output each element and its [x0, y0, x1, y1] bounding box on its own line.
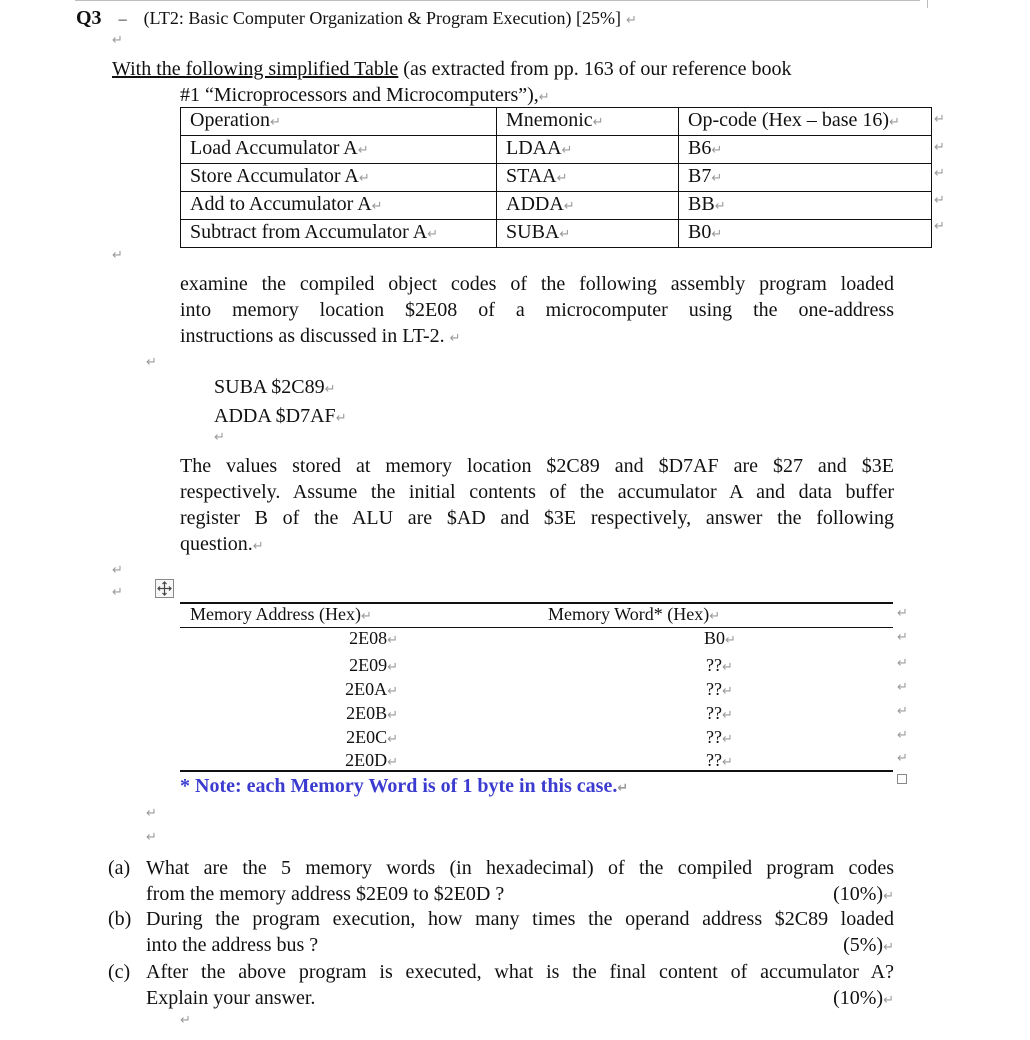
paragraph-return-icon [626, 13, 637, 28]
table-row [181, 220, 932, 248]
paragraph-return-icon [146, 355, 157, 370]
opcode-table-header [181, 108, 932, 136]
text-line: instructions as discussed in LT-2. ↵ [180, 323, 894, 352]
program-line: SUBA $2C89 ↵ [214, 374, 347, 403]
cell-word: ?? ↵ [706, 703, 733, 724]
row-end-mark [897, 728, 908, 743]
cell-word: ?? ↵ [706, 679, 733, 700]
text-line: The values stored at memory location $2C89 and $D7AF are $27 and $3E [180, 455, 894, 477]
question-a [108, 855, 894, 907]
cell-operation: Store Accumulator A ↵ [181, 164, 497, 192]
paragraph-return-icon [112, 585, 123, 600]
text-line: examine the compiled object codes of the following assembly program loaded [180, 273, 894, 295]
paragraph-examine [180, 271, 894, 352]
question-number: Q3 [76, 7, 102, 29]
paragraph-return-icon [617, 781, 628, 796]
opcode-table [180, 107, 932, 248]
header-dash: – [118, 11, 127, 28]
paragraph-return-icon [450, 331, 461, 346]
paragraph-return-icon [593, 115, 604, 130]
row-end-mark [934, 166, 945, 181]
cell-mnemonic: SUBA ↵ [497, 220, 679, 248]
paragraph-return-icon [253, 539, 264, 554]
paragraph-return-icon [180, 1013, 191, 1028]
question-label: (a) [108, 857, 131, 879]
memory-note [180, 775, 628, 798]
cell-mnemonic: LDAA ↵ [497, 136, 679, 164]
question-marks: (10%) [833, 883, 884, 905]
cell-opcode: B6 ↵ [679, 136, 932, 164]
row-end-mark [897, 704, 908, 719]
cell-mnemonic: ADDA ↵ [497, 192, 679, 220]
row-end-mark [934, 140, 945, 155]
question-b [108, 906, 894, 958]
table-move-handle-icon[interactable] [155, 579, 174, 598]
row-end-mark [934, 193, 945, 208]
table-row [181, 136, 932, 164]
table-row [180, 703, 893, 727]
cell-opcode: B7 ↵ [679, 164, 932, 192]
text-line: respectively. Assume the initial contents of the accumulator A and data buffer [180, 481, 894, 503]
text-line: question. ↵ [180, 531, 894, 560]
program-line: ADDA $D7AF ↵ [214, 403, 347, 432]
cell-word: ?? ↵ [706, 655, 733, 676]
cell-address: 2E08 ↵ [180, 628, 398, 649]
intro-line-1 [112, 58, 791, 81]
question-title: (LT2: Basic Computer Organization & Program Execution) [25%] [143, 8, 621, 28]
header-memory-address: Memory Address (Hex) ↵ [190, 604, 372, 625]
paragraph-values [180, 453, 894, 560]
text-line: into memory location $2E08 of a microcomputer using the one-address [180, 299, 894, 321]
table-row [180, 655, 893, 679]
cell-address: 2E0A ↵ [180, 679, 398, 700]
memory-note-text: * Note: each Memory Word is of 1 byte in this case. [180, 775, 618, 797]
intro-line-2 [180, 84, 550, 107]
question-label: (b) [108, 908, 132, 930]
question-label: (c) [108, 961, 131, 983]
table-row [180, 727, 893, 751]
intro-underlined: With the following simplified Table [112, 58, 399, 80]
paragraph-return-icon [336, 411, 347, 426]
table-row [180, 628, 893, 652]
row-end-mark [897, 680, 908, 695]
table-row [181, 192, 932, 220]
memory-table-header [180, 604, 893, 628]
paragraph-return-icon [112, 248, 123, 263]
intro-line-2-text: #1 “Microprocessors and Microcomputers”), [180, 84, 539, 106]
row-end-mark [897, 630, 908, 645]
cell-word: B0 ↵ [704, 628, 736, 649]
intro-rest: (as extracted from pp. 163 of our reference book [398, 58, 792, 80]
table-row [181, 164, 932, 192]
question-c [108, 959, 894, 1011]
cell-address: 2E0D ↵ [180, 750, 398, 771]
paragraph-return-icon [709, 609, 720, 624]
question-text-line: Explain your answer. [146, 987, 316, 1009]
paragraph-return-icon [361, 609, 372, 624]
cell-address: 2E0B ↵ [180, 703, 398, 724]
row-end-mark [897, 606, 908, 621]
cell-address: 2E0C ↵ [180, 727, 398, 748]
paragraph-return-icon [889, 115, 900, 130]
paragraph-return-icon [883, 993, 894, 1008]
row-end-mark [934, 219, 945, 234]
paragraph-return-icon [214, 430, 225, 445]
question-text-line: from the memory address $2E09 to $2E0D ? [146, 883, 505, 905]
header-mnemonic: Mnemonic ↵ [497, 108, 679, 136]
paragraph-return-icon [146, 830, 157, 845]
cell-operation: Load Accumulator A ↵ [181, 136, 497, 164]
paragraph-return-icon [146, 806, 157, 821]
cell-mnemonic: STAA ↵ [497, 164, 679, 192]
header-memory-word: Memory Word* (Hex) ↵ [548, 604, 720, 625]
page-corner-mark [927, 0, 928, 8]
cell-word: ?? ↵ [706, 727, 733, 748]
cell-opcode: B0 ↵ [679, 220, 932, 248]
question-marks: (10%) [833, 987, 884, 1009]
question-text-line: What are the 5 memory words (in hexadecimal) of the compiled program codes [146, 857, 894, 879]
page-top-rule [75, 0, 920, 1]
cell-operation: Subtract from Accumulator A ↵ [181, 220, 497, 248]
question-text-line: During the program execution, how many times the operand address $2C89 loaded [146, 908, 894, 930]
row-end-mark [897, 751, 908, 766]
cell-word: ?? ↵ [706, 750, 733, 771]
cell-operation: Add to Accumulator A ↵ [181, 192, 497, 220]
paragraph-return-icon [883, 889, 894, 904]
table-resize-handle-icon[interactable] [897, 774, 907, 784]
paragraph-return-icon [539, 90, 550, 105]
question-marks: (5%) [843, 934, 884, 956]
header-opcode: Op-code (Hex – base 16) ↵ [679, 108, 932, 136]
assembly-program [214, 374, 347, 432]
paragraph-return-icon [325, 382, 336, 397]
question-text-line: After the above program is executed, what is the final content of accumulator A? [146, 961, 894, 983]
paragraph-return-icon [112, 563, 123, 578]
question-header [76, 7, 637, 30]
paragraph-return-icon [112, 33, 123, 48]
table-row [180, 679, 893, 703]
cell-opcode: BB ↵ [679, 192, 932, 220]
row-end-mark [897, 656, 908, 671]
paragraph-return-icon [883, 940, 894, 955]
row-end-mark [934, 112, 945, 127]
paragraph-return-icon [270, 115, 281, 130]
header-operation: Operation ↵ [181, 108, 497, 136]
question-text-line: into the address bus ? [146, 934, 319, 956]
cell-address: 2E09 ↵ [180, 655, 398, 676]
text-line: register B of the ALU are $AD and $3E respectively, answer the following [180, 507, 894, 529]
memory-table-bottom-rule [180, 770, 893, 772]
